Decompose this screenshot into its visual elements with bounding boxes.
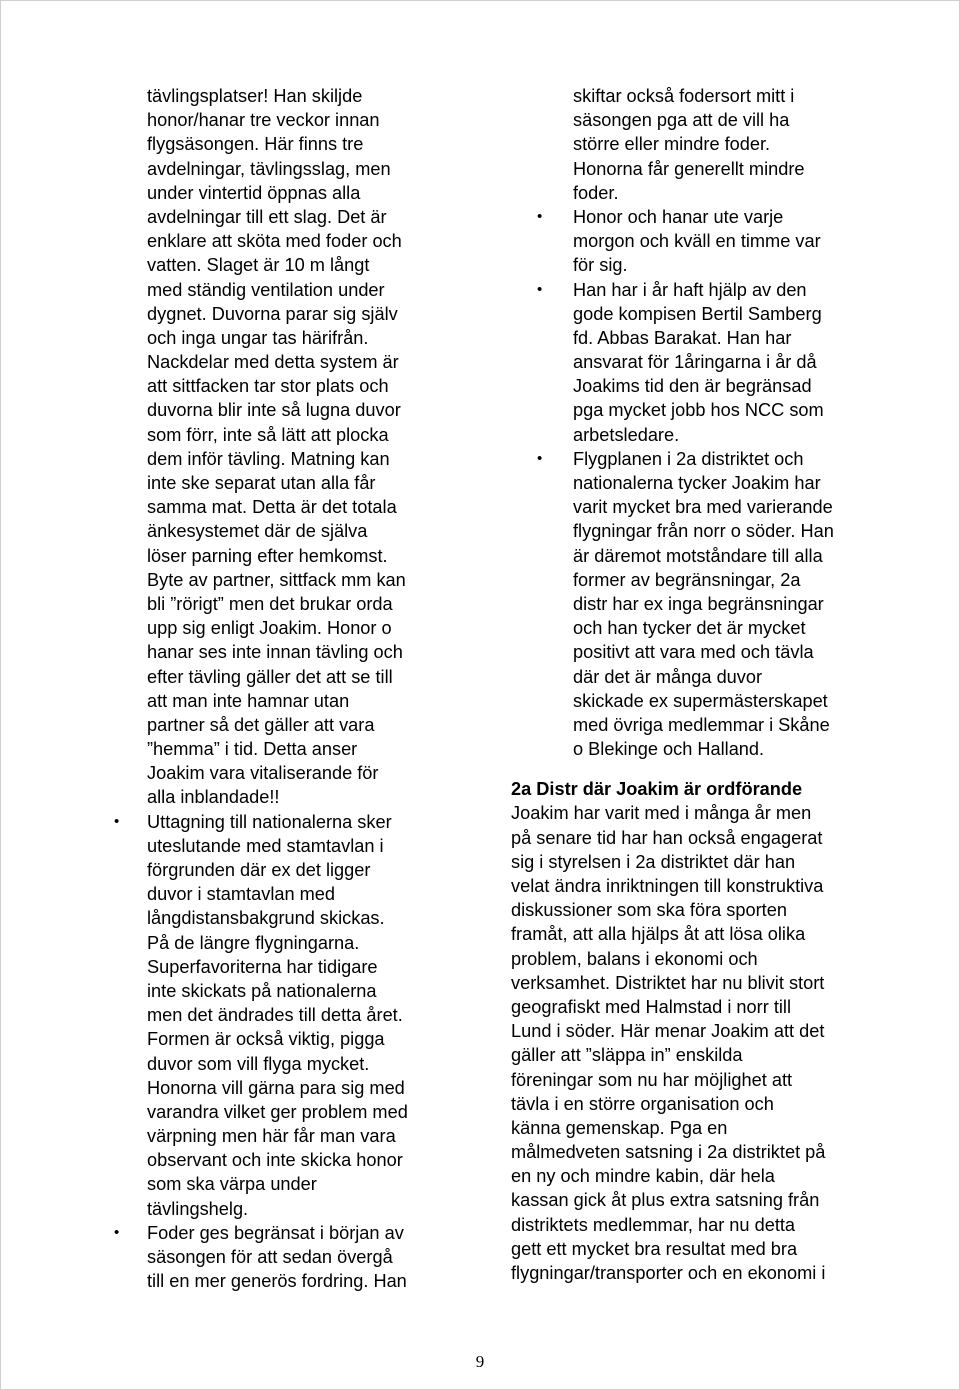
district-section <box>511 777 917 1285</box>
text-line: diskussioner som ska föra sporten <box>511 900 787 921</box>
text-line: Flygplanen i 2a distriktet och <box>573 448 804 469</box>
bullet-icon: • <box>537 449 543 467</box>
text-line: positivt att vara med och tävla <box>573 642 814 663</box>
text-line: Formen är också viktig, pigga <box>147 1029 385 1050</box>
bullet-icon: • <box>537 280 543 298</box>
text-line: tävlingshelg. <box>147 1198 249 1219</box>
text-line: flygsäsongen. Här finns tre <box>147 134 364 155</box>
text-line: Byte av partner, sittfack mm kan <box>147 569 406 590</box>
text-line: som förr, inte så lätt att plocka <box>147 424 389 445</box>
text-line: känna gemenskap. Pga en <box>511 1117 728 1138</box>
text-line: föreningar som nu har möjlighet att <box>511 1069 793 1090</box>
text-line: efter tävling gäller det att se till <box>147 666 393 687</box>
text-line: observant och inte skicka honor <box>147 1150 403 1171</box>
text-line: dygnet. Duvorna parar sig själv <box>147 303 398 324</box>
text-line: gett ett mycket bra resultat med bra <box>511 1238 798 1259</box>
text-line: med ständig ventilation under <box>147 279 385 300</box>
text-line: sig i styrelsen i 2a distriktet där han <box>511 851 796 872</box>
text-line: alla inblandade!! <box>147 787 280 808</box>
text-line: kassan gick åt plus extra satsning från <box>511 1190 820 1211</box>
text-line: nationalerna tycker Joakim har <box>573 473 821 493</box>
text-line: varit mycket bra med varierande <box>573 497 833 518</box>
text-line: framåt, att alla hjälps åt att lösa olika <box>511 924 806 945</box>
text-line: skiftar också fodersort mitt i <box>573 86 795 106</box>
bullet-item-helper <box>537 278 917 447</box>
text-line: med övriga medlemmar i Skåne <box>573 714 830 735</box>
text-line: inte ske separat utan alla får <box>147 473 376 493</box>
text-line: duvor som vill flyga mycket. <box>147 1053 370 1074</box>
right-column <box>511 84 917 1285</box>
text-line: ”hemma” i tid. Detta anser <box>147 739 358 760</box>
text-line: säsongen för att sedan övergå <box>147 1247 393 1267</box>
text-line: fd. Abbas Barakat. Han har <box>573 327 792 348</box>
text-line: varandra vilket ger problem med <box>147 1101 408 1122</box>
text-line: att sittfacken tar stor plats och <box>147 376 389 397</box>
text-line: duvor i stamtavlan med <box>147 884 336 905</box>
text-line: målmedveten satsning i 2a distriktet på <box>511 1142 826 1163</box>
text-line: vatten. Slaget är 10 m långt <box>147 255 370 276</box>
text-line: distriktets medlemmar, har nu detta <box>511 1214 796 1235</box>
text-line: Foder ges begränsat i början av <box>147 1222 404 1243</box>
bullet-text <box>114 810 464 1221</box>
text-line: foder. <box>573 182 619 203</box>
section-heading: 2a Distr där Joakim är ordförande <box>511 779 803 800</box>
text-line: löser parning efter hemkomst. <box>147 545 388 566</box>
text-line: på senare tid har han också engagerat <box>511 827 823 848</box>
text-line: dem inför tävling. Matning kan <box>147 448 390 469</box>
text-line: flygningar/transporter och en ekonomi i <box>511 1263 826 1283</box>
bullet-item-feeding <box>114 1221 464 1294</box>
bullet-item-selection <box>114 810 464 1221</box>
bullet-item-morning-evening <box>537 205 917 278</box>
text-line: geografiskt med Halmstad i norr till <box>511 996 791 1017</box>
text-line: gode kompisen Bertil Samberg <box>573 303 822 324</box>
text-line: men det ändrades till detta året. <box>147 1005 403 1026</box>
text-line: Nackdelar med detta system är <box>147 352 399 373</box>
text-line: och inga ungar tas härifrån. <box>147 327 369 348</box>
text-line: änkesystemet där de själva <box>147 521 368 542</box>
text-line: o Blekinge och Halland. <box>573 739 765 760</box>
text-line: att man inte hamnar utan <box>147 690 350 711</box>
text-line: Joakim vara vitaliserande för <box>147 763 379 784</box>
text-line: uteslutande med stamtavlan i <box>147 835 384 856</box>
text-line: Superfavoriterna har tidigare <box>147 956 378 977</box>
text-line: upp sig enligt Joakim. Honor o <box>147 618 392 639</box>
text-line: partner så det gäller att vara <box>147 714 375 735</box>
text-line: en ny och mindre kabin, där hela <box>511 1166 775 1187</box>
bullet-text <box>537 205 917 278</box>
bullet-icon: • <box>114 812 120 830</box>
text-line: problem, balans i ekonomi och <box>511 948 758 969</box>
left-column <box>114 84 464 1293</box>
text-line: Joakim har varit med i många år men <box>511 803 812 824</box>
text-line: inte skickats på nationalerna <box>147 980 377 1001</box>
text-line: flygningar från norr o söder. Han <box>573 521 834 542</box>
text-line: bli ”rörigt” men det brukar orda <box>147 593 393 614</box>
text-line: Honorna vill gärna para sig med <box>147 1077 405 1098</box>
text-line: säsongen pga att de vill ha <box>573 110 790 131</box>
text-line: ansvarat för 1åringarna i år då <box>573 352 817 373</box>
bullet-text <box>537 278 917 447</box>
text-line: distr har ex inga begränsningar <box>573 593 824 614</box>
text-line: större eller mindre foder. <box>573 134 771 155</box>
bullet-icon: • <box>537 207 543 225</box>
bullet-text <box>114 1221 464 1294</box>
text-line: avdelningar, tävlingsslag, men <box>147 158 391 179</box>
text-line: velat ändra inriktningen till konstruktiva <box>511 876 824 896</box>
text-line: under vintertid öppnas alla <box>147 182 361 203</box>
text-line: arbetsledare. <box>573 424 680 445</box>
text-line: pga mycket jobb hos NCC som <box>573 400 824 421</box>
text-line: duvorna blir inte så lugna duvor <box>147 400 401 421</box>
text-line: Lund i söder. Här menar Joakim att det <box>511 1021 825 1042</box>
text-line: och han tycker det är mycket <box>573 618 806 639</box>
text-line: Han har i år haft hjälp av den <box>573 279 807 300</box>
text-line: är däremot motståndare till alla <box>573 545 823 566</box>
text-line: former av begränsningar, 2a <box>573 569 801 590</box>
text-line: På de längre flygningarna. <box>147 932 360 953</box>
continuation-paragraph <box>537 84 917 205</box>
text-line: tävla i en större organisation och <box>511 1093 774 1114</box>
page-number: 9 <box>475 1352 485 1371</box>
text-line: till en mer generös fordring. Han <box>147 1271 407 1292</box>
intro-paragraph <box>114 84 464 810</box>
text-line: samma mat. Detta är det totala <box>147 497 397 518</box>
text-line: verksamhet. Distriktet har nu blivit stort <box>511 972 825 993</box>
bullet-item-flight-plans <box>537 447 917 761</box>
text-line: gäller att ”släppa in” enskilda <box>511 1045 743 1066</box>
text-line: förgrunden där ex det ligger <box>147 860 371 880</box>
text-line: Honor och hanar ute varje <box>573 206 784 227</box>
text-line: värpning men här får man vara <box>147 1126 396 1147</box>
text-line: Honorna får generellt mindre <box>573 158 805 179</box>
text-line: skickade ex supermästerskapet <box>573 690 828 711</box>
text-line: hanar ses inte innan tävling och <box>147 642 403 663</box>
text-line: Joakims tid den är begränsad <box>573 376 812 397</box>
text-line: Uttagning till nationalerna sker <box>147 811 392 832</box>
text-line: där det är många duvor <box>573 666 763 687</box>
text-line: som ska värpa under <box>147 1174 317 1195</box>
text-line: tävlingsplatser! Han skiljde <box>147 86 363 106</box>
text-line: långdistansbakgrund skickas. <box>147 908 385 929</box>
text-line: morgon och kväll en timme var <box>573 231 821 252</box>
bullet-icon: • <box>114 1223 120 1241</box>
text-line: enklare att sköta med foder och <box>147 231 402 252</box>
text-line: honor/hanar tre veckor innan <box>147 110 380 131</box>
bullet-text <box>537 447 917 761</box>
section-body <box>511 801 917 1285</box>
text-line: för sig. <box>573 255 628 276</box>
text-line: avdelningar till ett slag. Det är <box>147 206 387 227</box>
